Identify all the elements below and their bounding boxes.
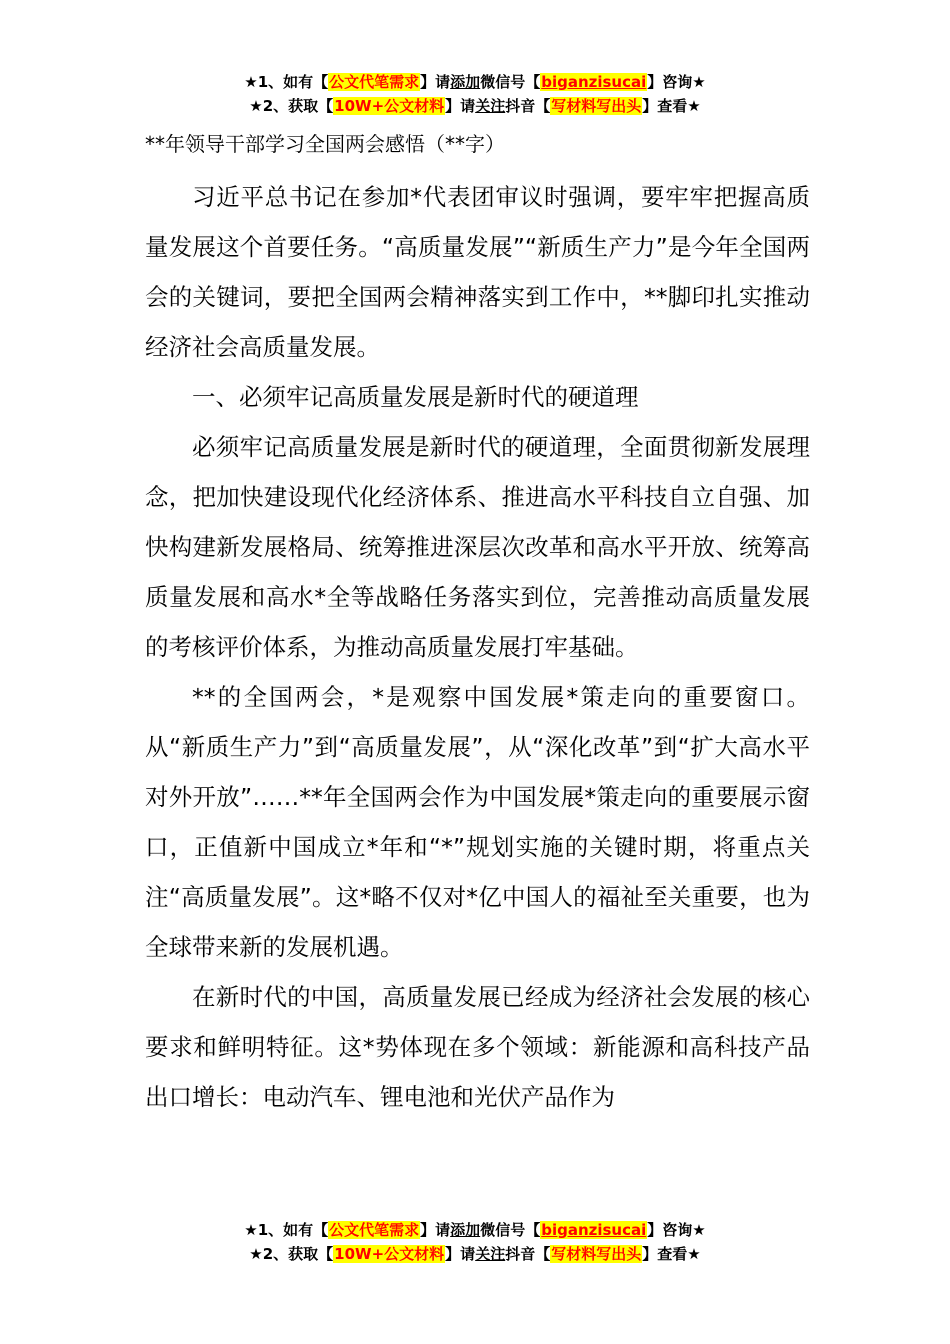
banner-line-2: ★2、获取【10W+公文材料】请关注抖音【写材料写出头】查看★: [249, 1245, 701, 1263]
star-icon: ★: [687, 97, 701, 115]
banner-line-1: ★1、如有【公文代笔需求】请添加微信号【biganzisucai】咨询★: [244, 73, 706, 91]
douyin-account-highlight[interactable]: 写材料写出头: [551, 1245, 642, 1263]
materials-highlight: 10W+公文材料: [334, 1245, 445, 1263]
document-title: **年领导干部学习全国两会感悟（**字）: [145, 132, 505, 156]
star-icon: ★: [249, 97, 263, 115]
service-highlight: 公文代笔需求: [329, 1221, 420, 1239]
banner-line-1: ★1、如有【公文代笔需求】请添加微信号【biganzisucai】咨询★: [244, 1221, 706, 1239]
star-icon: ★: [692, 73, 706, 91]
footer-banner: [0, 1218, 950, 1266]
document-body: [145, 128, 810, 1122]
paragraph-body: 在新时代的中国，高质量发展已经成为经济社会发展的核心要求和鲜明特征。这*势体现在多个领域：新能源和高科技产品出口增长：电动汽车、锂电池和光伏产品作为: [145, 983, 810, 1111]
star-icon: ★: [244, 1221, 258, 1239]
paragraph-body: **的全国两会，*是观察中国发展*策走向的重要窗口。从“新质生产力”到“高质量发展”，从“深化改革”到“扩大高水平对外开放”……**年全国两会作为中国发展*策走向的重要展示窗口，正值新中国成立*年和“*”规划实施的关键时期，将重点关注“高质量发展”。这*略不仅对*亿中国人的福祉至关重要，也为全球带来新的发展机遇。: [145, 683, 810, 961]
wechat-id-link[interactable]: biganzisucai: [541, 1221, 647, 1239]
header-banner: [0, 70, 950, 118]
star-icon: ★: [249, 1245, 263, 1263]
banner-line-2: ★2、获取【10W+公文材料】请关注抖音【写材料写出头】查看★: [249, 97, 701, 115]
service-highlight: 公文代笔需求: [329, 73, 420, 91]
star-icon: ★: [692, 1221, 706, 1239]
star-icon: ★: [687, 1245, 701, 1263]
douyin-account-highlight[interactable]: 写材料写出头: [551, 97, 642, 115]
star-icon: ★: [244, 73, 258, 91]
paragraph-body: 必须牢记高质量发展是新时代的硬道理，全面贯彻新发展理念，把加快建设现代化经济体系、推进高水平科技自立自强、加快构建新发展格局、统筹推进深层次改革和高水平开放、统筹高质量发展和高水*全等战略任务落实到位，完善推动高质量发展的考核评价体系，为推动高质量发展打牢基础。: [145, 433, 810, 661]
section-heading-1: 一、必须牢记高质量发展是新时代的硬道理: [192, 383, 639, 411]
materials-highlight: 10W+公文材料: [334, 97, 445, 115]
wechat-id-link[interactable]: biganzisucai: [541, 73, 647, 91]
paragraph-intro: 习近平总书记在参加*代表团审议时强调，要牢牢把握高质量发展这个首要任务。“高质量发展”“新质生产力”是今年全国两会的关键词，要把全国两会精神落实到工作中，**脚印扎实推动经济社会高质量发展。: [145, 183, 810, 361]
